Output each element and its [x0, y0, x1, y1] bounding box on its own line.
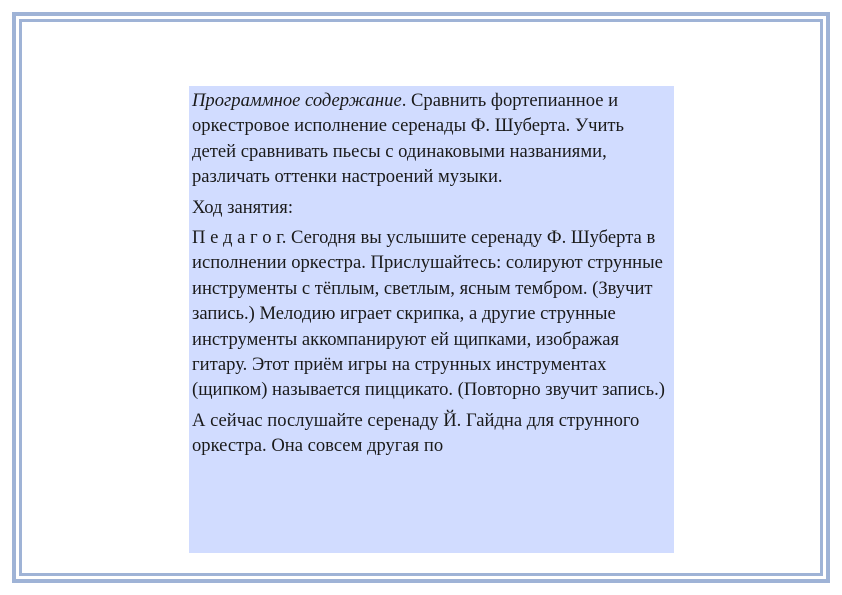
teacher-paragraph: П е д а г о г. Сегодня вы услышите серенаду Ф. Шуберта в исполнении оркестра. Прислушайтесь: солируют струнные инструменты с тёплым, светлым, ясным тембром. (Звучит запись.) Мелодию играет скрипка, а другие струнные инструменты аккомпанируют ей щипками, изображая гитару. Этот приём игры на струнных инструментах (щипком) называется пиццикато. (Повторно звучит запись.): [192, 227, 665, 401]
haydn-paragraph: А сейчас послушайте серенаду Й. Гайдна для струнного оркестра. Она совсем другая по: [192, 409, 640, 457]
program-content-text: . Сравнить фортепианное и оркестровое исполнение серенады Ф. Шуберта. Учить детей сравнивать пьесы с одинаковыми названиями, различать оттенки настроений музыки.: [192, 90, 625, 188]
lesson-progress-heading: Ход занятия:: [192, 196, 294, 218]
program-content-label: Программное содержание: [192, 90, 402, 111]
program-content-paragraph: [192, 88, 668, 190]
lesson-text-box: [189, 86, 674, 553]
